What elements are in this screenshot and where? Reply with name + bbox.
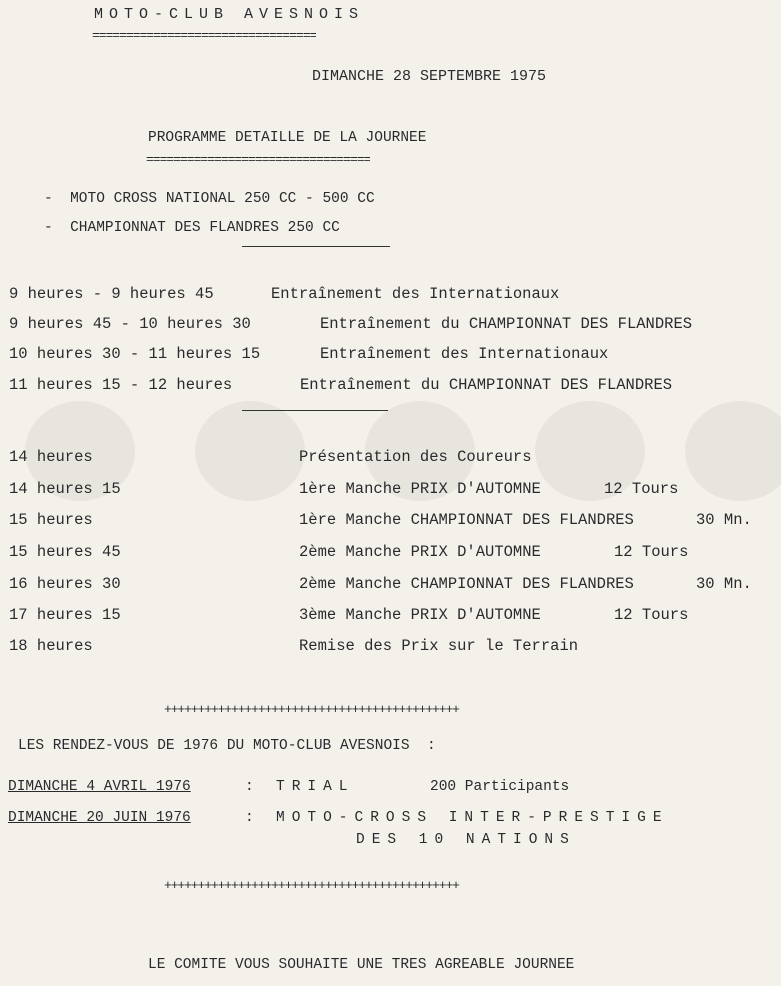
plus-separator-top: ++++++++++++++++++++++++++++++++++++++++++++ [164,702,459,717]
programme-heading: PROGRAMME DETAILLE DE LA JOURNEE [148,130,427,146]
schedule-activity: Présentation des Coureurs [299,448,532,466]
schedule-time: 11 heures 15 - 12 heures [9,376,233,394]
programme-heading-rule: ================================= [146,156,371,166]
rendezvous-colon: : [245,810,254,826]
schedule-activity: 2ème Manche CHAMPIONNAT DES FLANDRES [299,575,634,593]
rendezvous-detail: DES 10 NATIONS [356,832,576,848]
schedule-activity: Remise des Prix sur le Terrain [299,637,579,655]
schedule-detail: 30 Mn. [696,575,752,593]
schedule-activity: Entraînement du CHAMPIONNAT DES FLANDRES [320,315,693,333]
event-item-moto-cross: - MOTO CROSS NATIONAL 250 CC - 500 CC [44,191,375,207]
schedule-time: 15 heures 45 [9,543,121,561]
schedule-time: 14 heures [9,448,93,466]
schedule-time: 16 heures 30 [9,575,121,593]
morning-divider [242,410,388,411]
schedule-detail: 30 Mn. [696,511,752,529]
schedule-activity: 3ème Manche PRIX D'AUTOMNE [299,606,541,624]
schedule-detail: 12 Tours [614,606,689,624]
schedule-activity: Entraînement des Internationaux [271,285,560,303]
rendezvous-event: TRIAL [276,779,355,795]
schedule-time: 9 heures - 9 heures 45 [9,285,214,303]
schedule-time: 18 heures [9,637,93,655]
plus-separator-bottom: ++++++++++++++++++++++++++++++++++++++++++++ [164,878,459,893]
schedule-activity: 1ère Manche PRIX D'AUTOMNE [299,480,541,498]
event-date: DIMANCHE 28 SEPTEMBRE 1975 [312,68,547,85]
schedule-time: 17 heures 15 [9,606,121,624]
events-divider [242,246,390,247]
schedule-time: 14 heures 15 [9,480,121,498]
rendezvous-event: MOTO-CROSS INTER-PRESTIGE [276,810,669,826]
schedule-time: 10 heures 30 - 11 heures 15 [9,345,261,363]
club-title-rule: ================================= [92,32,317,42]
schedule-detail: 12 Tours [614,543,689,561]
schedule-activity: 1ère Manche CHAMPIONNAT DES FLANDRES [299,511,634,529]
rendezvous-date: DIMANCHE 20 JUIN 1976 [8,810,191,826]
rendezvous-date: DIMANCHE 4 AVRIL 1976 [8,779,191,795]
schedule-activity: Entraînement du CHAMPIONNAT DES FLANDRES [300,376,673,394]
schedule-detail: 12 Tours [604,480,679,498]
rendezvous-detail: 200 Participants [430,779,570,795]
schedule-time: 15 heures [9,511,93,529]
closing-message: LE COMITE VOUS SOUHAITE UNE TRES AGREABLE JOURNEE [148,957,575,973]
club-title: MOTO-CLUB AVESNOIS [94,6,365,23]
schedule-time: 9 heures 45 - 10 heures 30 [9,315,251,333]
rendezvous-heading: LES RENDEZ-VOUS DE 1976 DU MOTO-CLUB AVESNOIS : [18,738,436,754]
rendezvous-colon: : [245,779,254,795]
event-item-championnat: - CHAMPIONNAT DES FLANDRES 250 CC [44,220,340,236]
schedule-activity: 2ème Manche PRIX D'AUTOMNE [299,543,541,561]
schedule-activity: Entraînement des Internationaux [320,345,609,363]
